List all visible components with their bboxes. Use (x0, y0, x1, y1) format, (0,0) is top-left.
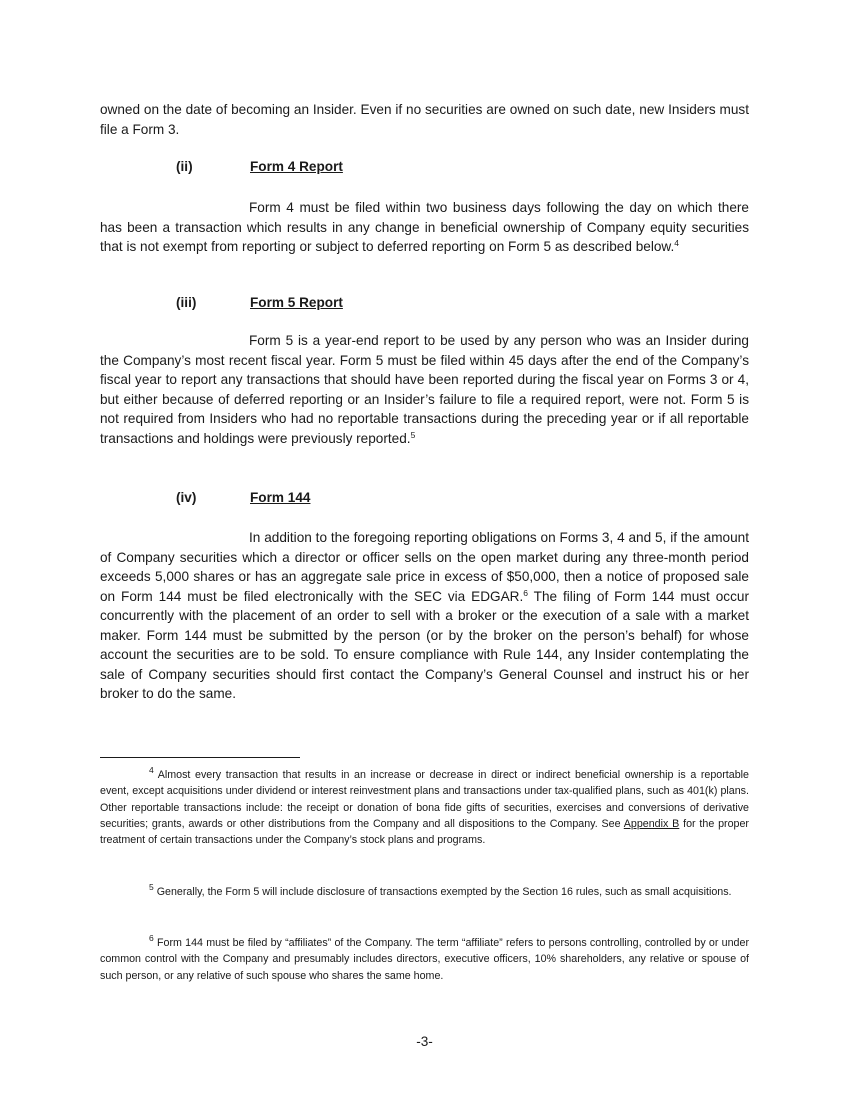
section-ii-title: Form 4 Report (250, 159, 343, 174)
footnote-4-text-a: Almost every transaction that results in an increase or decrease in direct or indirect beneficial ownership is a reportable event, except acquisitions under dividend or interest reinvestment plans and transactions under tax-qualified plans, such as 401(k) plans. Other reportable transactions include: the receipt or donation of bona fide gifts of securities, exercises and conversions of derivative securities; grants, awards or other distributions from the Company and all dispositions to the Company. See (100, 769, 749, 830)
paragraph-form3-continuation: owned on the date of becoming an Insider. Even if no securities are owned on such date, new Insiders must file a Form 3. (100, 102, 749, 137)
appendix-b-link[interactable]: Appendix B (623, 817, 680, 830)
footnote-4 (100, 767, 749, 848)
section-iv-number: (iv) (176, 490, 197, 505)
footnote-5 (100, 884, 749, 900)
footnote-ref-5[interactable]: 5 (410, 429, 416, 440)
footnote-4-number: 4 (149, 765, 154, 775)
footnote-5-text: Generally, the Form 5 will include disclosure of transactions exempted by the Section 16 rules, such as small acquisitions. (153, 886, 732, 898)
footnote-separator (100, 757, 300, 758)
footnote-4-text-b: for the proper treatment of certain transactions under the Company’s stock plans and programs. (100, 817, 749, 847)
paragraph-form5 (100, 331, 749, 448)
paragraph-form4-text: Form 4 must be filed within two business days following the day on which there has been a transaction which results in any change in beneficial ownership of Company equity securities that is not exempt from reporting or subject to deferred reporting on Form 5 as described below. (100, 200, 749, 254)
footnote-6-number: 6 (149, 933, 154, 943)
footnote-6-text: Form 144 must be filed by “affiliates” of the Company. The term “affiliate” refers to persons controlling, controlled by or under common control with the Company and presumably includes directors, executive officers, 10% shareholders, any relative or spouse of such person, or any relative of such spouse who shares the same home. (100, 937, 749, 982)
footnote-ref-6[interactable]: 6 (523, 587, 528, 598)
footnote-6 (100, 935, 749, 984)
section-iii-title: Form 5 Report (250, 295, 343, 310)
paragraph-form144-text-a: In addition to the foregoing reporting obligations on Forms 3, 4 and 5, if the amount of Company securities which a director or officer sells on the open market during any three-month period exceeds 5,000 shares or has an aggregate sale price in excess of $50,000, then a notice of proposed sale on Form 144 must be filed electronically with the SEC via EDGAR. (100, 530, 749, 604)
section-ii-number: (ii) (176, 159, 193, 174)
section-iii-number: (iii) (176, 295, 197, 310)
paragraph-form144-text-b: The filing of Form 144 must occur concurrently with the placement of an order to sell with a broker or the execution of a sale with a market maker. Form 144 must be submitted by the person (or by the broker on the person’s behalf) for whose account the securities are to be sold. To ensure compliance with Rule 144, any Insider contemplating the sale of Company securities should first contact the Company’s General Counsel and instruct his or her broker to do the same. (100, 588, 749, 701)
footnote-5-number: 5 (149, 882, 154, 892)
section-iv-title: Form 144 (250, 490, 311, 505)
page-number: -3- (416, 1034, 433, 1049)
paragraph-form144 (100, 528, 749, 704)
paragraph-form4 (100, 198, 749, 257)
footnote-ref-4[interactable]: 4 (674, 238, 679, 248)
paragraph-form5-text: Form 5 is a year-end report to be used by any person who was an Insider during the Company’s most recent fiscal year. Form 5 must be filed within 45 days after the end of the Company’s fiscal year to report any transactions that should have been reported during the fiscal year on Forms 3 or 4, but either because of deferred reporting or an Insider’s failure to file a required report, were not. Form 5 is not required from Insiders who had no reportable transactions during the preceding year or if all reportable transactions and holdings were previously reported. (100, 333, 749, 446)
